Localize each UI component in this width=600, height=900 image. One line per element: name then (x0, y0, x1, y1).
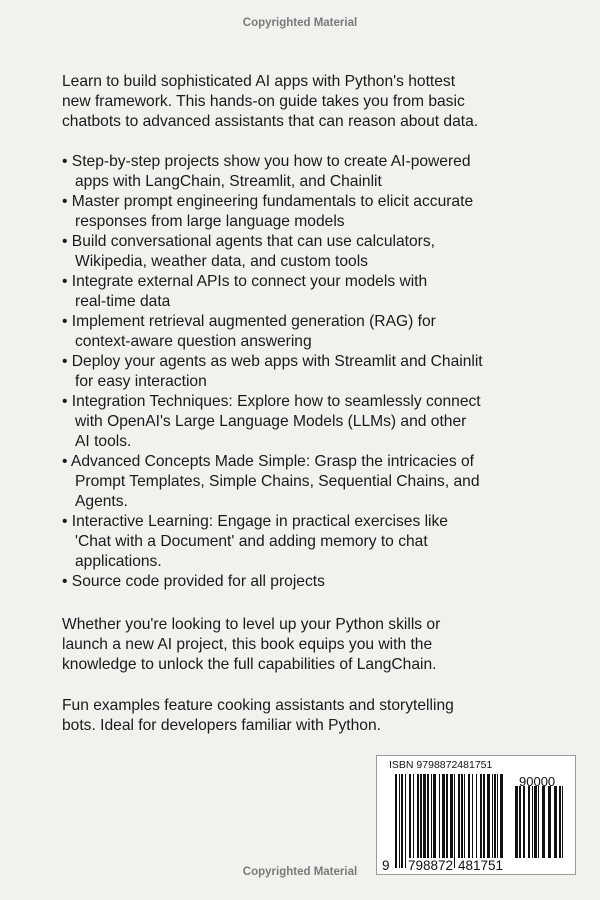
text-line: bots. Ideal for developers familiar with Python. (62, 717, 381, 734)
barcode-bar (483, 774, 485, 868)
intro-paragraph (62, 72, 478, 132)
barcode-bar (439, 774, 440, 868)
text-line: new framework. This hands-on guide takes you from basic (62, 93, 465, 110)
barcode-bar (523, 786, 525, 858)
bullet-item (62, 452, 483, 512)
copyright-watermark-bottom: Copyrighted Material (242, 866, 358, 878)
barcode-bar (497, 774, 498, 868)
barcode-bar (532, 786, 533, 858)
barcode-bar (399, 774, 400, 868)
bullet-line: • Integration Techniques: Explore how to seamlessly connect (62, 393, 481, 410)
barcode-bar (480, 774, 482, 868)
barcode-digits-group2: 481751 (458, 858, 504, 873)
barcode-bar (534, 786, 537, 858)
bullet-line: apps with LangChain, Streamlit, and Chainlit (75, 173, 382, 190)
bullet-line: • Advanced Concepts Made Simple: Grasp the intricacies of (62, 453, 474, 470)
bullet-line: for easy interaction (75, 373, 207, 390)
barcode-bar (519, 786, 521, 858)
bullet-line: responses from large language models (75, 213, 345, 230)
bullet-line: Prompt Templates, Simple Chains, Sequential Chains, and (75, 473, 480, 490)
bullet-line: • Source code provided for all projects (62, 573, 325, 590)
barcode-bar (442, 774, 445, 868)
barcode-bar (487, 774, 490, 868)
barcode-bar (446, 774, 448, 868)
barcode-bar (559, 786, 561, 858)
text-line: Learn to build sophisticated AI apps with Python's hottest (62, 73, 456, 90)
feature-bullet-list (62, 152, 483, 592)
barcode-digits-group1: 798872 (408, 858, 454, 873)
barcode-bar (454, 774, 455, 868)
barcode-bar (494, 774, 496, 868)
barcode-bar (554, 786, 557, 858)
barcode-bar (476, 774, 477, 868)
barcode-bar (431, 774, 432, 868)
bullet-item (62, 192, 483, 232)
barcode-bar (538, 786, 539, 858)
bullet-item (62, 272, 483, 312)
bullet-item (62, 232, 483, 272)
bullet-line: Agents. (75, 493, 128, 510)
barcode-bar (401, 774, 403, 868)
barcode-bar (420, 774, 422, 868)
barcode-bar (427, 774, 429, 868)
text-line: chatbots to advanced assistants that can reason about data. (62, 113, 479, 130)
barcode-bar (423, 774, 426, 868)
barcode-bar (458, 774, 460, 868)
barcode-bar (409, 774, 411, 868)
bullet-line: • Master prompt engineering fundamentals to elicit accurate (62, 193, 474, 210)
barcode-bar (433, 774, 436, 868)
bullet-line: context-aware question answering (75, 333, 312, 350)
isbn-label: ISBN 9798872481751 (389, 759, 493, 771)
barcode-bar (417, 774, 419, 868)
barcode-bar (468, 774, 470, 868)
bullet-line: • Deploy your agents as web apps with Streamlit and Chainlit (62, 353, 483, 370)
barcode-bar (562, 786, 563, 858)
bullet-line: • Implement retrieval augmented generation (RAG) for (62, 313, 436, 330)
barcode-bar (405, 774, 406, 868)
text-line: Fun examples feature cooking assistants and storytelling (62, 697, 454, 714)
bullet-line: applications. (75, 553, 162, 570)
bullet-item (62, 312, 483, 352)
bullet-line: • Step-by-step projects show you how to create AI-powered (62, 153, 471, 170)
bullet-line: AI tools. (75, 433, 132, 450)
barcode-bar (461, 774, 463, 868)
isbn-barcode (376, 755, 576, 875)
bullet-line: real-time data (75, 293, 171, 310)
bullet-item (62, 352, 483, 392)
bullet-line: 'Chat with a Document' and adding memory to chat (75, 533, 428, 550)
barcode-bar (450, 774, 453, 868)
bullet-line: • Interactive Learning: Engage in practical exercises like (62, 513, 448, 530)
closing-paragraph (62, 615, 440, 675)
barcode-bar (548, 786, 551, 858)
text-line: Whether you're looking to level up your Python skills or (62, 616, 441, 633)
bullet-item (62, 392, 483, 452)
bullet-item (62, 572, 483, 592)
barcode-bar (500, 774, 503, 868)
audience-paragraph (62, 696, 454, 736)
barcode-bar (492, 774, 493, 868)
bullet-line: Wikipedia, weather data, and custom tools (75, 253, 368, 270)
bullet-line: • Integrate external APIs to connect your models with (62, 273, 428, 290)
bullet-item (62, 512, 483, 572)
bullet-item (62, 152, 483, 192)
barcode-bar (472, 774, 473, 868)
barcode-digit-first: 9 (382, 858, 390, 873)
barcode-bar (515, 786, 518, 858)
text-line: launch a new AI project, this book equips you with the (62, 636, 433, 653)
price-addon-number: 90000 (519, 774, 556, 789)
barcode-bar (464, 774, 465, 868)
text-line: knowledge to unlock the full capabilities of LangChain. (62, 656, 437, 673)
copyright-watermark-top: Copyrighted Material (242, 17, 358, 29)
bullet-line: with OpenAI's Large Language Models (LLMs) and other (75, 413, 467, 430)
barcode-bar (542, 786, 545, 858)
barcode-bar (413, 774, 414, 868)
barcode-bar (395, 774, 397, 868)
bullet-line: • Build conversational agents that can use calculators, (62, 233, 435, 250)
barcode-bar (528, 786, 530, 858)
